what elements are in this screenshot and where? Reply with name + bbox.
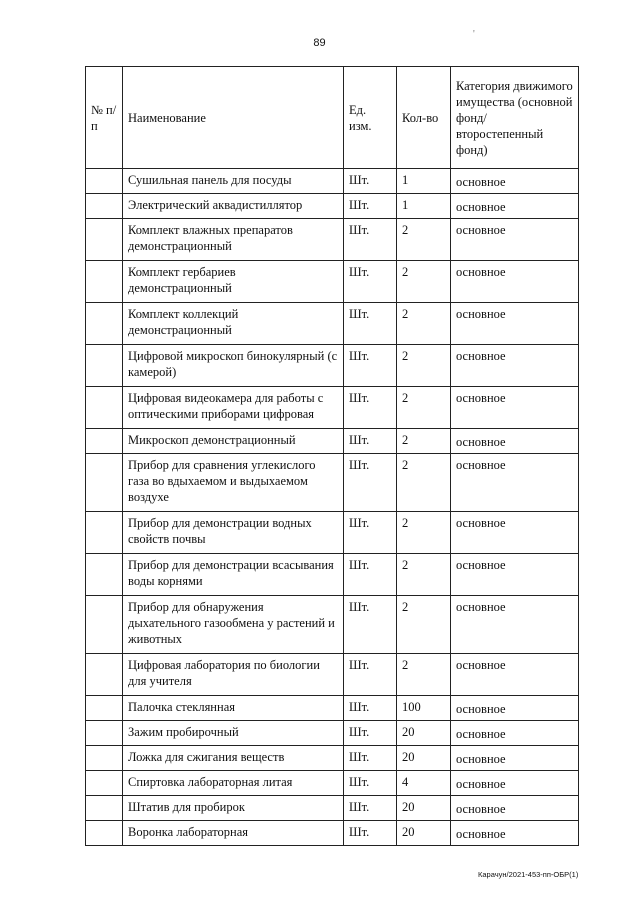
item-unit: Шт.: [344, 429, 397, 454]
item-category: основное: [451, 261, 579, 303]
header-category: Категория движимого имущества (основной фонд/ второстепенный фонд): [451, 67, 579, 169]
item-name: Цифровая лаборатория по биологии для учителя: [123, 654, 344, 696]
item-category: основное: [451, 554, 579, 596]
item-unit: Шт.: [344, 771, 397, 796]
document-code: Карачун/2021-453-пп-ОБР(1): [478, 870, 579, 879]
item-unit: Шт.: [344, 596, 397, 654]
table-row: [86, 771, 579, 796]
item-quantity: 2: [397, 654, 451, 696]
header-qty: Кол-во: [397, 67, 451, 169]
item-unit: Шт.: [344, 345, 397, 387]
item-name: Зажим пробирочный: [123, 721, 344, 746]
item-quantity: 2: [397, 303, 451, 345]
item-name: Штатив для пробирок: [123, 796, 344, 821]
item-unit: Шт.: [344, 654, 397, 696]
row-number: [86, 454, 123, 512]
item-name: Воронка лабораторная: [123, 821, 344, 846]
table-header-row: [86, 67, 579, 169]
table-row: [86, 454, 579, 512]
row-number: [86, 345, 123, 387]
table-row: [86, 261, 579, 303]
row-number: [86, 721, 123, 746]
item-unit: Шт.: [344, 454, 397, 512]
item-name: Цифровой микроскоп бинокулярный (с камерой): [123, 345, 344, 387]
row-number: [86, 821, 123, 846]
item-category: основное: [451, 654, 579, 696]
item-name: Цифровая видеокамера для работы с оптическими приборами цифровая: [123, 387, 344, 429]
item-name: Прибор для обнаружения дыхательного газообмена у растений и животных: [123, 596, 344, 654]
table-row: [86, 746, 579, 771]
item-name: Сушильная панель для посуды: [123, 169, 344, 194]
item-category: основное: [451, 454, 579, 512]
table-row: [86, 554, 579, 596]
item-quantity: 4: [397, 771, 451, 796]
item-quantity: 20: [397, 746, 451, 771]
item-quantity: 1: [397, 169, 451, 194]
item-unit: Шт.: [344, 696, 397, 721]
item-category: основное: [451, 596, 579, 654]
table-row: [86, 696, 579, 721]
item-category: основное: [451, 429, 579, 454]
item-quantity: 1: [397, 194, 451, 219]
item-category: основное: [451, 721, 579, 746]
item-category: основное: [451, 746, 579, 771]
item-unit: Шт.: [344, 821, 397, 846]
row-number: [86, 387, 123, 429]
row-number: [86, 512, 123, 554]
item-quantity: 2: [397, 454, 451, 512]
header-name: Наименование: [123, 67, 344, 169]
item-category: основное: [451, 194, 579, 219]
row-number: [86, 696, 123, 721]
item-quantity: 20: [397, 721, 451, 746]
row-number: [86, 746, 123, 771]
table-row: [86, 721, 579, 746]
item-unit: Шт.: [344, 194, 397, 219]
item-quantity: 2: [397, 387, 451, 429]
item-name: Прибор для сравнения углекислого газа во вдыхаемом и выдыхаемом воздухе: [123, 454, 344, 512]
row-number: [86, 169, 123, 194]
row-number: [86, 771, 123, 796]
item-name: Электрический аквадистиллятор: [123, 194, 344, 219]
table-row: [86, 821, 579, 846]
row-number: [86, 596, 123, 654]
item-name: Микроскоп демонстрационный: [123, 429, 344, 454]
table-row: [86, 596, 579, 654]
item-name: Ложка для сжигания веществ: [123, 746, 344, 771]
table-row: [86, 169, 579, 194]
item-category: основное: [451, 303, 579, 345]
item-category: основное: [451, 796, 579, 821]
row-number: [86, 303, 123, 345]
table-row: [86, 303, 579, 345]
item-category: основное: [451, 512, 579, 554]
item-name: Комплект влажных препаратов демонстрационный: [123, 219, 344, 261]
item-quantity: 2: [397, 554, 451, 596]
item-category: основное: [451, 169, 579, 194]
item-category: основное: [451, 219, 579, 261]
item-unit: Шт.: [344, 721, 397, 746]
item-category: основное: [451, 771, 579, 796]
item-name: Прибор для демонстрации всасывания воды корнями: [123, 554, 344, 596]
item-quantity: 2: [397, 596, 451, 654]
stray-mark: ': [473, 29, 475, 40]
table-row: [86, 345, 579, 387]
item-quantity: 100: [397, 696, 451, 721]
item-category: основное: [451, 345, 579, 387]
item-unit: Шт.: [344, 512, 397, 554]
item-category: основное: [451, 696, 579, 721]
item-name: Палочка стеклянная: [123, 696, 344, 721]
row-number: [86, 554, 123, 596]
item-name: Прибор для демонстрации водных свойств почвы: [123, 512, 344, 554]
item-unit: Шт.: [344, 387, 397, 429]
table-row: [86, 387, 579, 429]
inventory-table: [85, 66, 579, 846]
item-unit: Шт.: [344, 303, 397, 345]
item-quantity: 2: [397, 219, 451, 261]
row-number: [86, 429, 123, 454]
header-unit: Ед. изм.: [344, 67, 397, 169]
table-body: [86, 169, 579, 846]
header-num: № п/п: [86, 67, 123, 169]
item-unit: Шт.: [344, 746, 397, 771]
row-number: [86, 219, 123, 261]
row-number: [86, 654, 123, 696]
item-unit: Шт.: [344, 261, 397, 303]
row-number: [86, 796, 123, 821]
item-unit: Шт.: [344, 796, 397, 821]
item-name: Комплект гербариев демонстрационный: [123, 261, 344, 303]
item-unit: Шт.: [344, 554, 397, 596]
row-number: [86, 194, 123, 219]
item-unit: Шт.: [344, 219, 397, 261]
item-quantity: 20: [397, 821, 451, 846]
item-quantity: 2: [397, 429, 451, 454]
item-quantity: 2: [397, 512, 451, 554]
table-row: [86, 219, 579, 261]
row-number: [86, 261, 123, 303]
table-row: [86, 194, 579, 219]
item-unit: Шт.: [344, 169, 397, 194]
item-name: Комплект коллекций демонстрационный: [123, 303, 344, 345]
table-row: [86, 429, 579, 454]
table-row: [86, 512, 579, 554]
item-name: Спиртовка лабораторная литая: [123, 771, 344, 796]
item-quantity: 2: [397, 345, 451, 387]
table-row: [86, 796, 579, 821]
page-number: 89: [313, 37, 326, 49]
table-row: [86, 654, 579, 696]
item-quantity: 20: [397, 796, 451, 821]
item-category: основное: [451, 387, 579, 429]
item-quantity: 2: [397, 261, 451, 303]
item-category: основное: [451, 821, 579, 846]
